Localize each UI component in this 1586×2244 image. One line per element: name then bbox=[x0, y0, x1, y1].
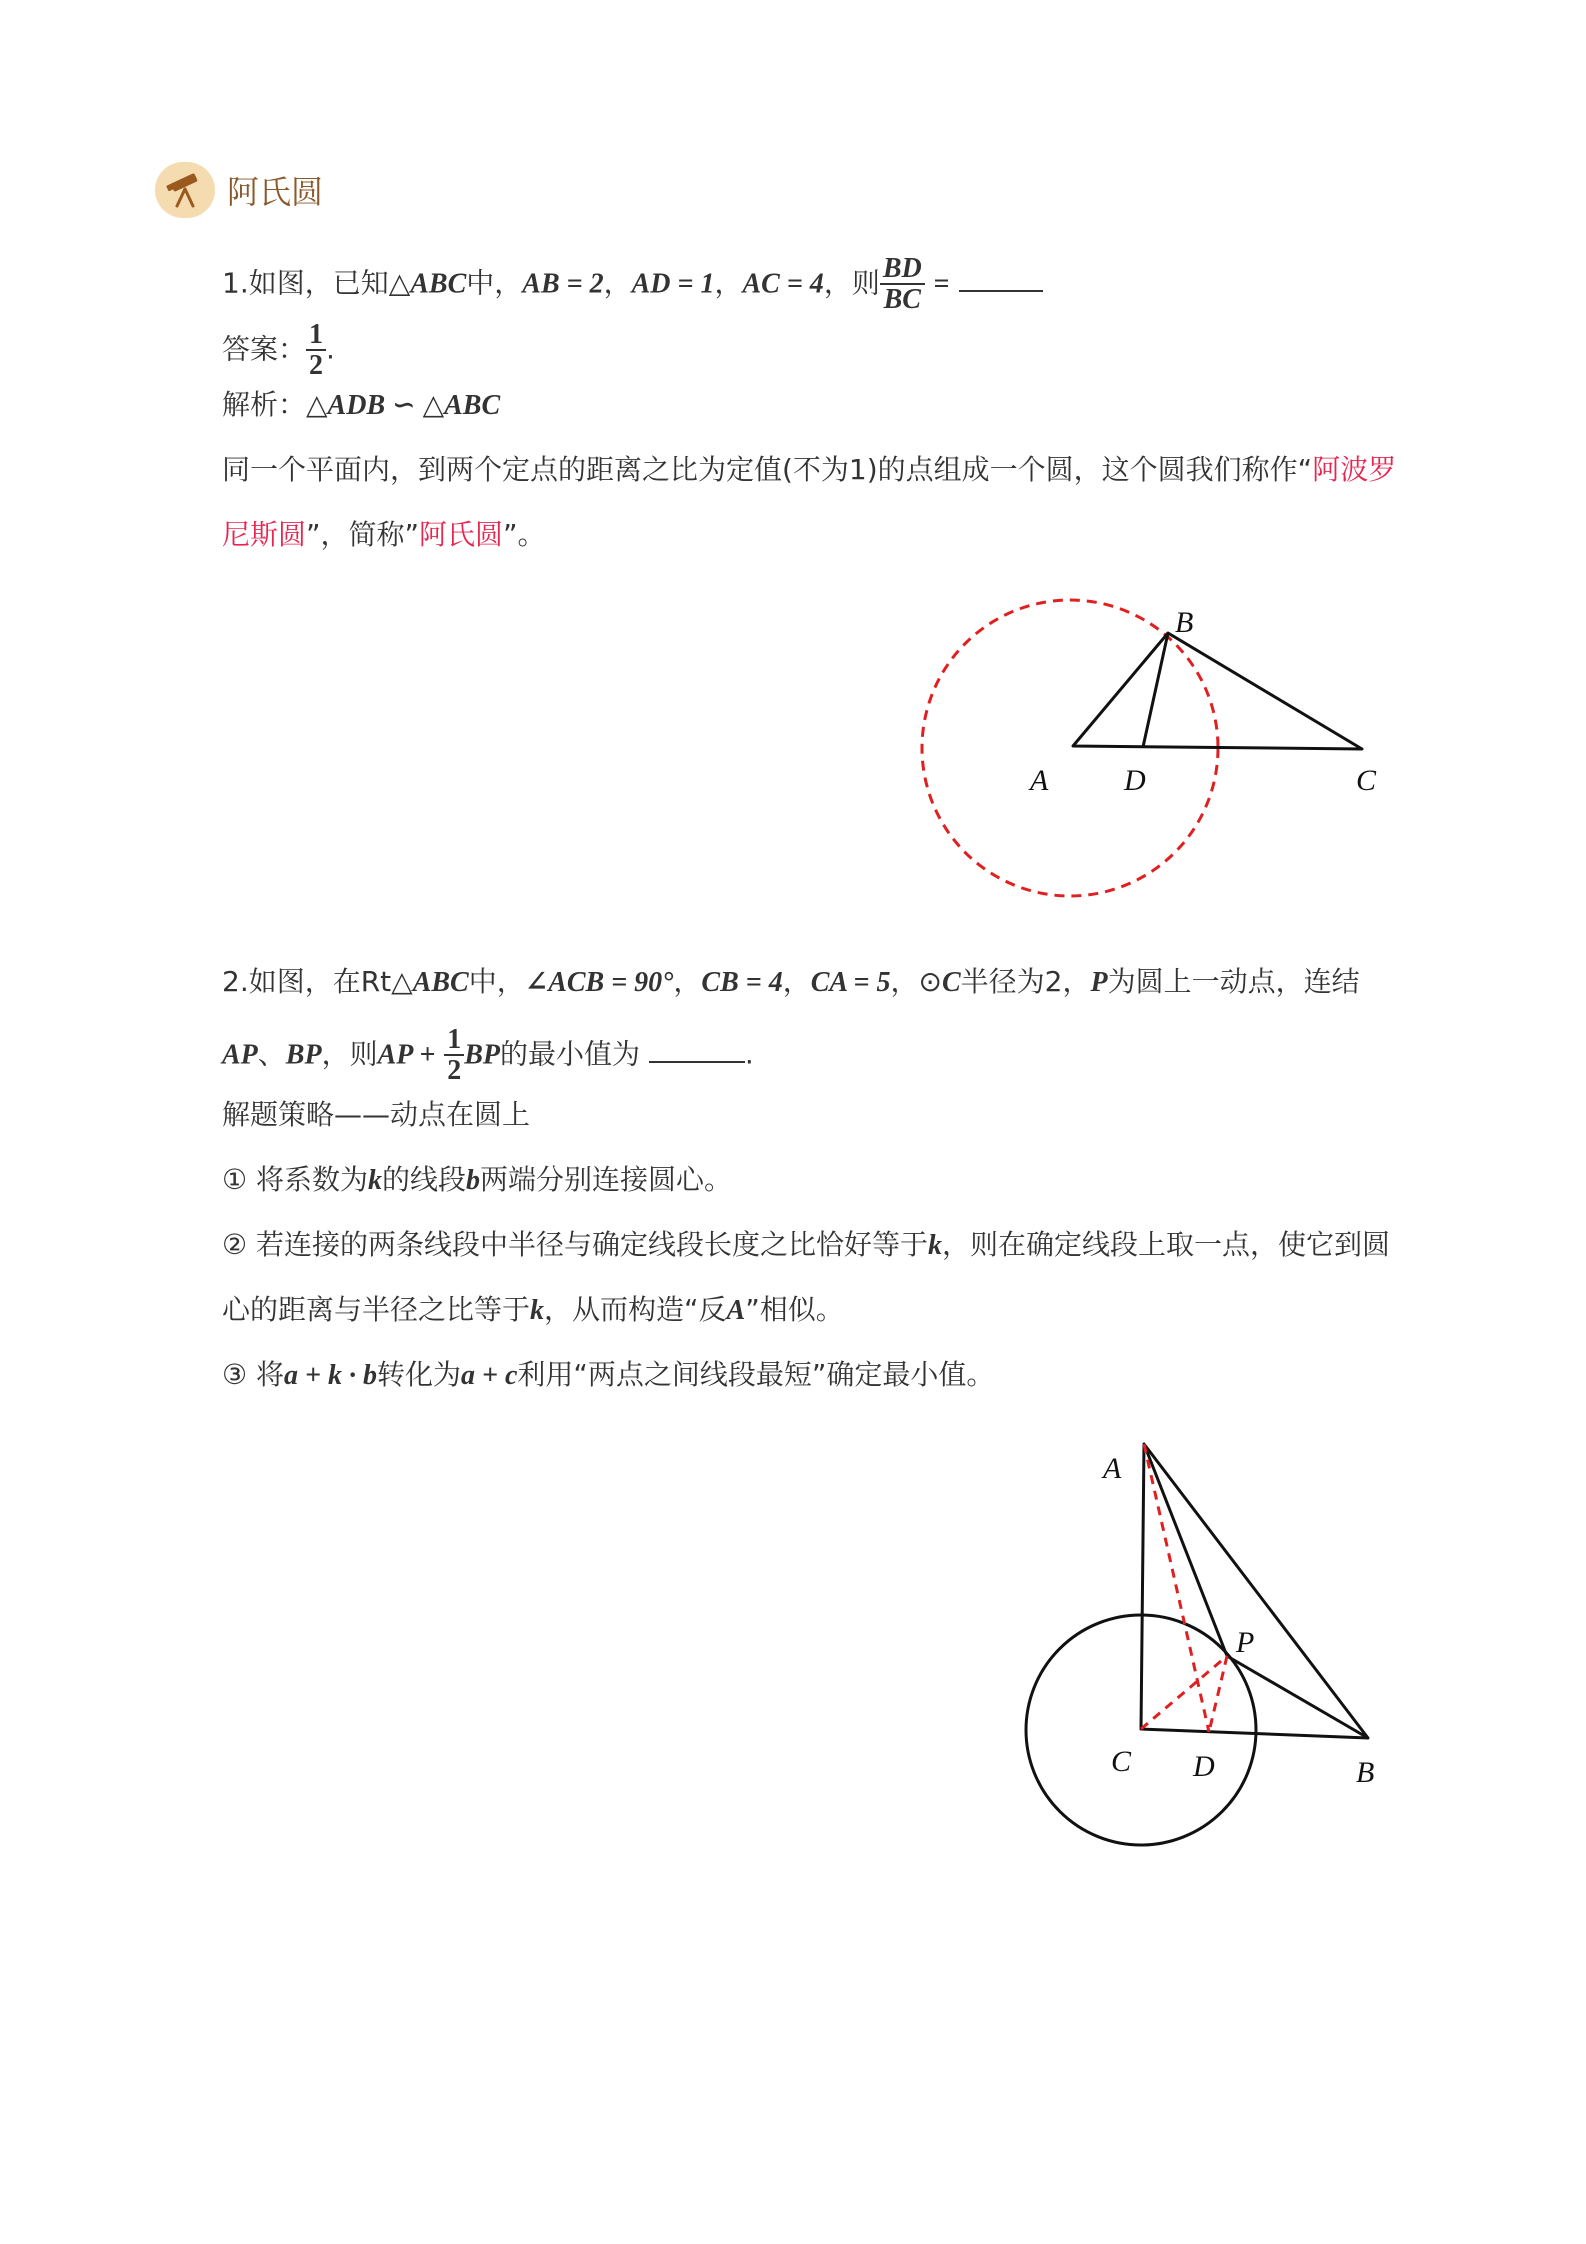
step3-expr1: a + k · b bbox=[284, 1360, 377, 1391]
dashed-pd bbox=[1209, 1656, 1227, 1732]
q2-question-line-2 bbox=[222, 1025, 754, 1086]
q2-expr-ap: AP + bbox=[377, 1039, 436, 1071]
strategy-heading: 解题策略——动点在圆上 bbox=[222, 1098, 531, 1131]
q2-ap: AP bbox=[222, 1039, 258, 1071]
q1-text-mid: 中， bbox=[466, 266, 523, 300]
step3-text-c: 利用“两点之间线段最短”确定最小值。 bbox=[517, 1358, 995, 1391]
q2-then: ，则 bbox=[321, 1037, 378, 1071]
q1-analysis-expr: △ADB ∽ △ABC bbox=[306, 390, 501, 421]
q1-equals: = bbox=[933, 268, 950, 300]
q2-line1-end: 为圆上一动点，连结 bbox=[1107, 965, 1360, 998]
strategy-step-1 bbox=[222, 1160, 732, 1201]
fig1-label-c: C bbox=[1356, 764, 1377, 797]
q2-bp: BP bbox=[285, 1039, 322, 1071]
step2-text-c: 心的距离与半径之比等于 bbox=[222, 1293, 531, 1326]
q1-sep: ， bbox=[714, 266, 743, 300]
fig2-label-d: D bbox=[1193, 1750, 1215, 1783]
fig2-label-a: A bbox=[1103, 1452, 1122, 1485]
q1-eq-ac: AC = 4 bbox=[742, 268, 824, 300]
q2-sep: ， bbox=[782, 965, 811, 998]
q1-question bbox=[222, 254, 1043, 315]
telescope-icon bbox=[155, 162, 215, 218]
definition-end: ”。 bbox=[503, 518, 546, 551]
step3-text-a: ③ 将 bbox=[222, 1358, 285, 1391]
q2-circle-symbol: ⊙ bbox=[918, 965, 942, 998]
dashed-cp bbox=[1141, 1656, 1227, 1729]
section-title: 阿氏圆 bbox=[227, 173, 324, 211]
step2-a: A bbox=[726, 1295, 746, 1326]
step3-expr2: a + c bbox=[461, 1360, 518, 1391]
step1-text-a: ① 将系数为 bbox=[222, 1163, 369, 1196]
q1-fraction bbox=[880, 254, 925, 315]
q2-c: C bbox=[941, 967, 961, 998]
q2-period: . bbox=[744, 1037, 754, 1071]
q2-frac-den: 2 bbox=[447, 1055, 462, 1087]
q2-cb: CB = 4 bbox=[701, 967, 783, 998]
q2-frac-num: 1 bbox=[444, 1025, 464, 1056]
q2-ca: CA = 5 bbox=[810, 967, 891, 998]
definition-line-1 bbox=[222, 450, 1396, 490]
q1-answer-fraction bbox=[306, 320, 326, 381]
q1-answer bbox=[222, 320, 335, 381]
q1-answer-num: 1 bbox=[306, 320, 326, 351]
apollonius-short-term: 阿氏圆 bbox=[419, 518, 504, 551]
q1-answer-label: 答案： bbox=[222, 332, 307, 366]
apollonius-term-part1: 阿波罗 bbox=[1312, 453, 1397, 486]
q1-eq-ab: AB = 2 bbox=[522, 268, 604, 300]
figure-1 bbox=[900, 585, 1420, 915]
step2-k: k bbox=[928, 1230, 943, 1261]
step1-k: k bbox=[368, 1165, 383, 1196]
step1-text-b: 的线段 bbox=[382, 1163, 467, 1196]
q2-question-line-1 bbox=[222, 962, 1360, 1003]
section-header bbox=[155, 162, 323, 218]
fig1-label-b: B bbox=[1175, 606, 1194, 639]
q2-dun: 、 bbox=[257, 1037, 286, 1071]
step2-text-b: ，则在确定线段上取一点，使它到圆 bbox=[942, 1228, 1391, 1261]
figure-2 bbox=[1000, 1420, 1420, 1860]
q1-analysis bbox=[222, 385, 500, 426]
definition-text: 同一个平面内，到两个定点的距离之比为定值(不为1)的点组成一个圆，这个圆我们称作“ bbox=[222, 453, 1313, 486]
q1-then: ，则 bbox=[823, 266, 880, 300]
q2-answer-blank bbox=[649, 1061, 745, 1063]
q1-sep: ， bbox=[603, 266, 632, 300]
step2-text-a: ② 若连接的两条线段中半径与确定线段长度之比恰好等于 bbox=[222, 1228, 929, 1261]
strategy-step-2-line-2 bbox=[222, 1290, 844, 1331]
q1-triangle: ABC bbox=[410, 268, 467, 300]
q2-text-pre: 2.如图，在Rt△ bbox=[222, 965, 413, 998]
fig1-label-d: D bbox=[1124, 764, 1146, 797]
q2-tail: 的最小值为 bbox=[499, 1037, 640, 1071]
fig2-label-p: P bbox=[1236, 1626, 1255, 1659]
q2-text-mid: 中， bbox=[468, 965, 525, 998]
q1-frac-den: BC bbox=[883, 284, 921, 316]
strategy-step-2-line-1 bbox=[222, 1225, 1390, 1266]
definition-line-2 bbox=[222, 515, 546, 555]
strategy-step-3 bbox=[222, 1355, 994, 1396]
q2-expr-bp: BP bbox=[464, 1039, 500, 1071]
step1-text-c: 两端分别连接圆心。 bbox=[480, 1163, 733, 1196]
definition-abbrev-text: ”，简称” bbox=[306, 518, 420, 551]
q1-text-pre: 1.如图，已知△ bbox=[222, 266, 411, 300]
q1-eq-ad: AD = 1 bbox=[631, 268, 715, 300]
q1-answer-den: 2 bbox=[309, 350, 324, 382]
fig2-label-b: B bbox=[1356, 1756, 1375, 1789]
fig1-label-a: A bbox=[1030, 764, 1049, 797]
q2-sep: ， bbox=[673, 965, 702, 998]
q1-analysis-label: 解析： bbox=[222, 388, 307, 421]
q2-radius-text: 半径为2， bbox=[960, 965, 1091, 998]
step2-text-e: ”相似。 bbox=[745, 1293, 844, 1326]
q2-p: P bbox=[1090, 967, 1108, 998]
triangle-abc bbox=[1073, 633, 1362, 749]
step2-k2: k bbox=[530, 1295, 545, 1326]
q2-angle: ∠ACB = 90° bbox=[524, 967, 674, 998]
q1-answer-blank bbox=[959, 290, 1043, 292]
q1-answer-dot: . bbox=[326, 332, 335, 366]
segment-bp bbox=[1227, 1656, 1368, 1738]
q2-sep: ， bbox=[890, 965, 919, 998]
apollonius-term-part2: 尼斯圆 bbox=[222, 518, 307, 551]
step2-text-d: ，从而构造“反 bbox=[544, 1293, 727, 1326]
step3-text-b: 转化为 bbox=[376, 1358, 461, 1391]
q2-fraction bbox=[444, 1025, 464, 1086]
q2-triangle: ABC bbox=[412, 967, 469, 998]
fig2-label-c: C bbox=[1111, 1745, 1132, 1778]
triangle-abc-right bbox=[1141, 1444, 1368, 1738]
q1-frac-num: BD bbox=[880, 254, 925, 285]
step1-b: b bbox=[466, 1165, 481, 1196]
